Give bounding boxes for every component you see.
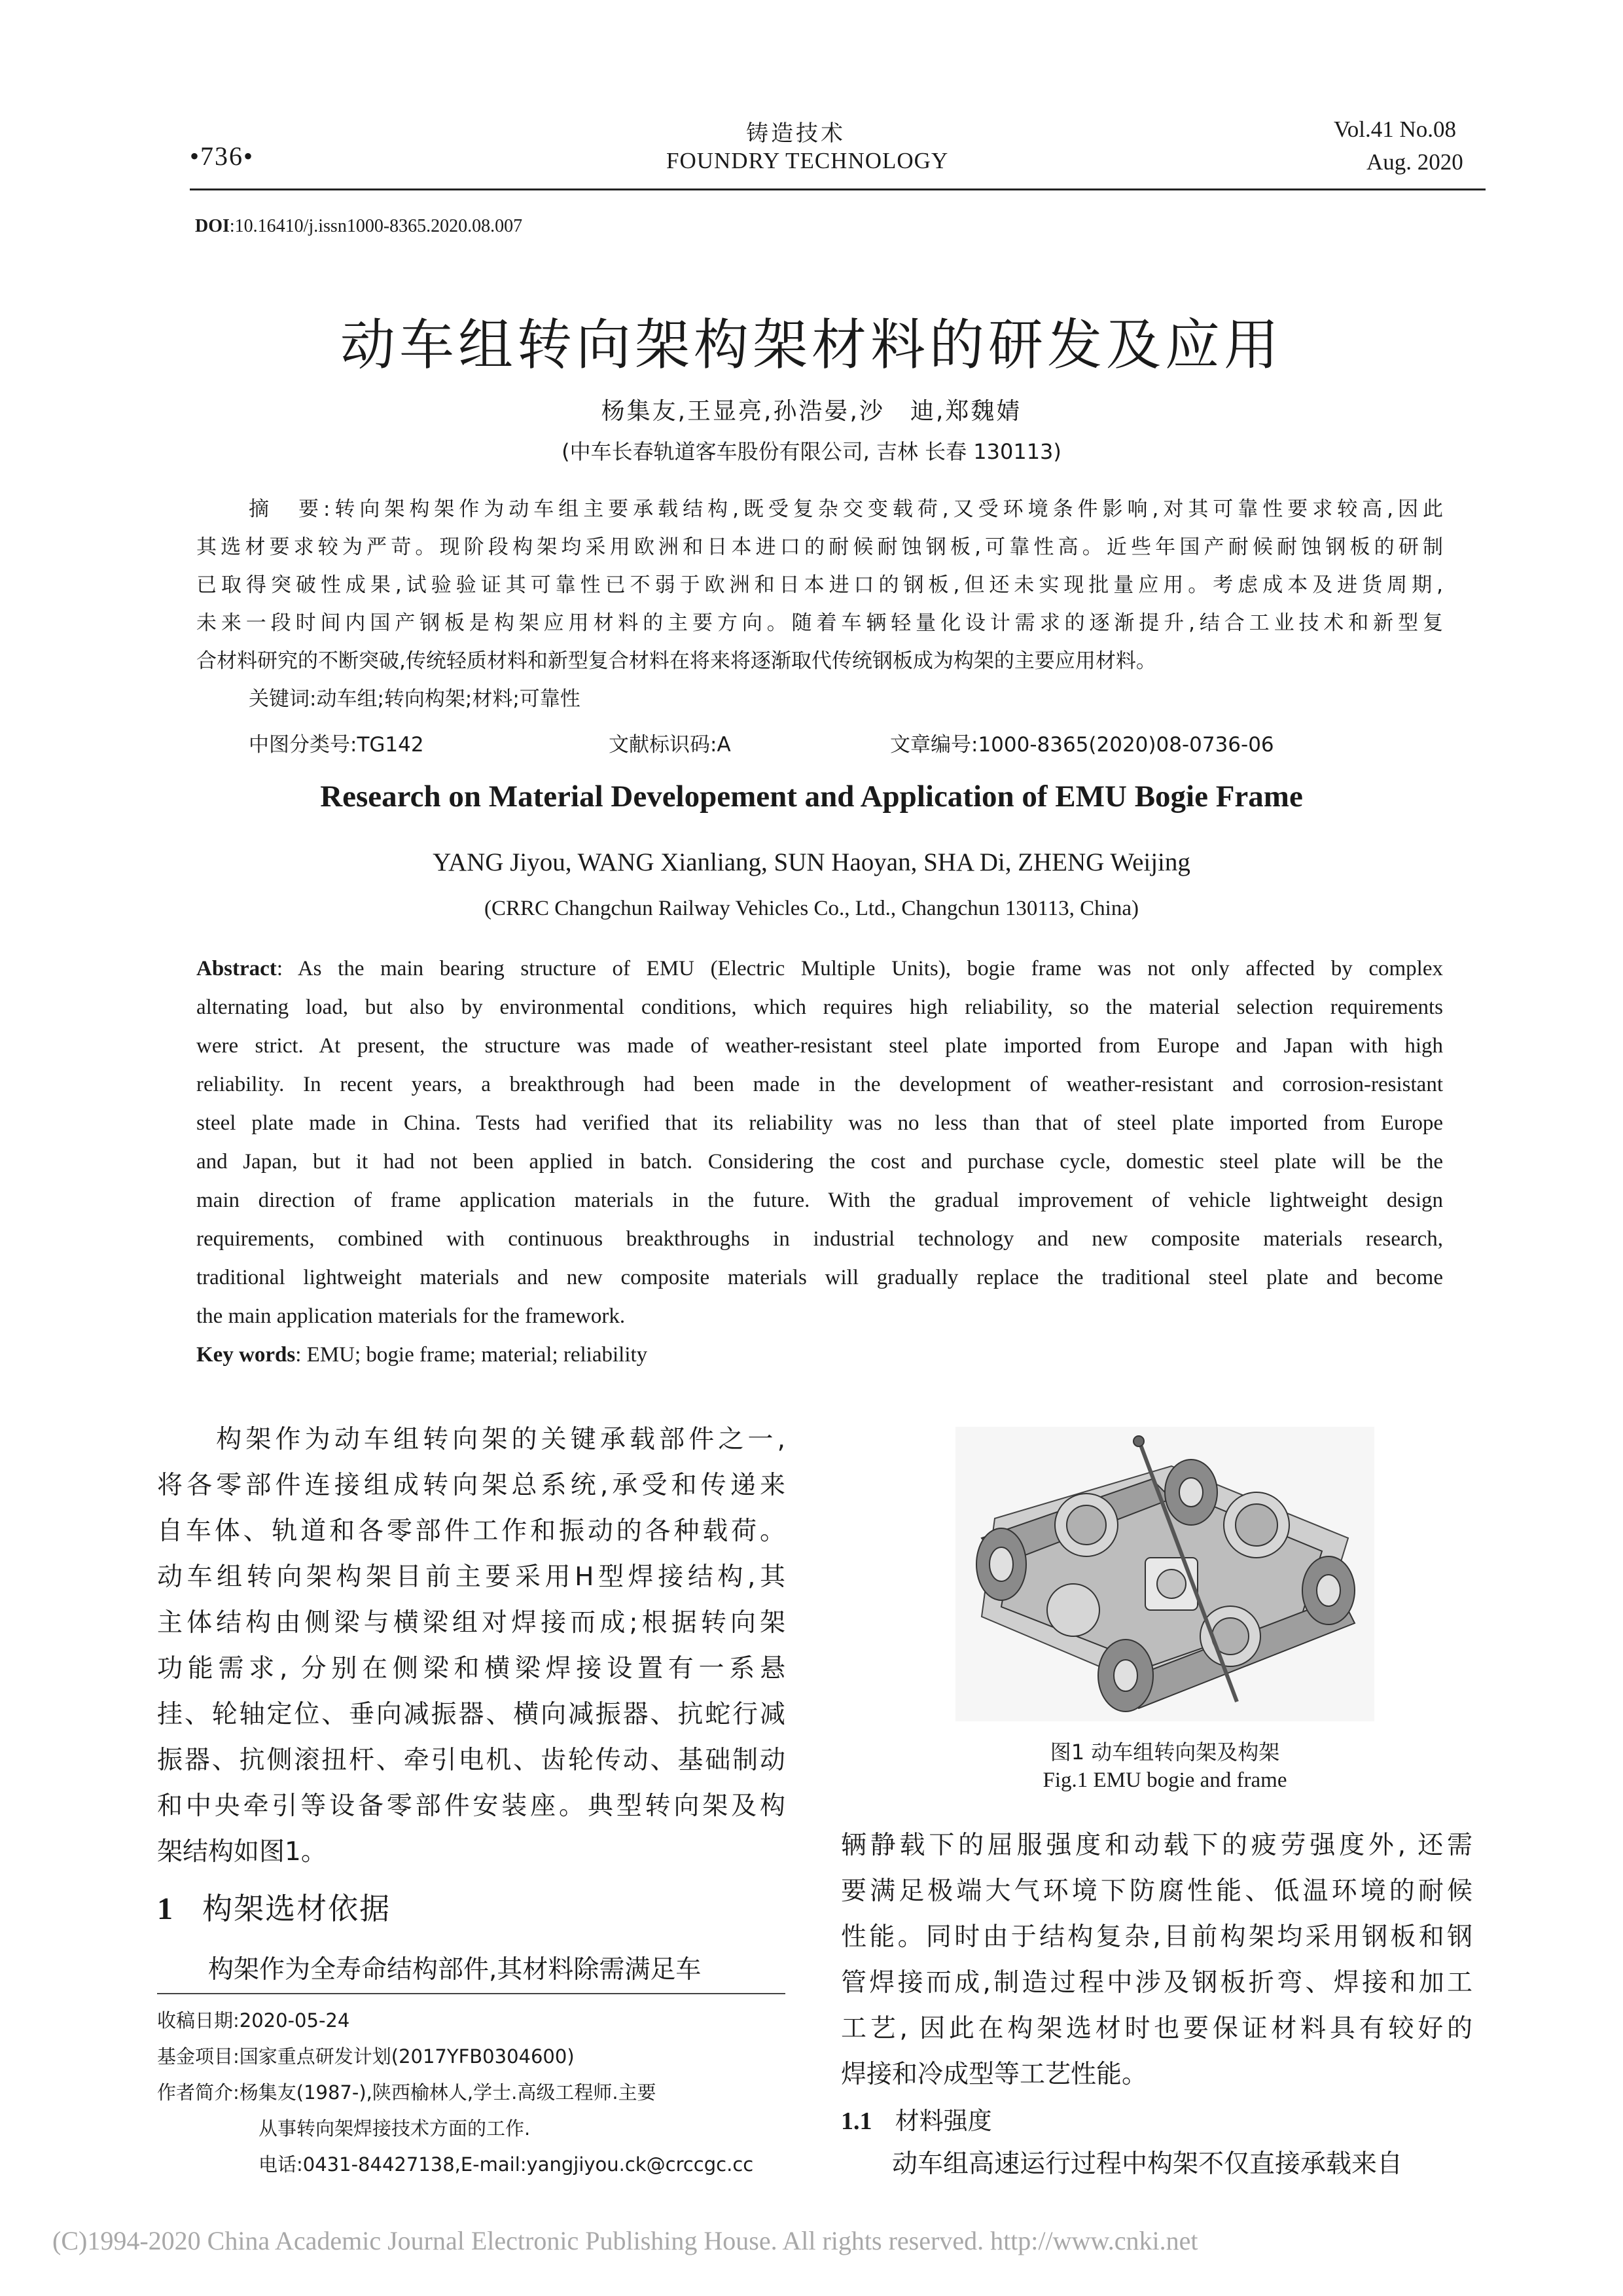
title-en: Research on Material Developement and Application of EMU Bogie Frame [320,780,1303,814]
body-line: 振器、抗侧滚扭杆、牵引电机、齿轮传动、基础制动 [157,1746,785,1775]
copyright-footer: (C)1994-2020 China Academic Journal Electronic Publishing House. All rights reserved. http://www.cnki.net [52,2226,1198,2255]
figure-caption-en: Fig.1 EMU bogie and frame [1043,1768,1287,1792]
document-code: 文献标识码:A [609,733,731,757]
footnote-author-intro: 作者简介:杨集友(1987-),陕西榆林人,学士.高级工程师.主要 [157,2081,656,2104]
volume-issue: Vol.41 No.08 [1334,117,1457,142]
issue-date: Aug. 2020 [1366,149,1463,175]
abstract-cn-line: 其选材要求较为严苛。现阶段构架均采用欧洲和日本进口的耐候耐蚀钢板,可靠性高。近些年国产耐候耐蚀钢板的研制 [196,535,1443,559]
abstract-cn-line: 未来一段时间内国产钢板是构架应用材料的主要方向。随着车辆轻量化设计需求的逐渐提升,结合工业技术和新型复 [196,611,1443,635]
header-rule [190,188,1486,190]
footnote-fund: 基金项目:国家重点研发计划(2017YFB0304600) [157,2045,575,2068]
doi-value: :10.16410/j.issn1000-8365.2020.08.007 [229,216,523,236]
body-line: 管焊接而成,制造过程中涉及钢板折弯、焊接和加工 [841,1968,1472,1998]
figure-bogie-frame [955,1427,1374,1721]
authors-en: YANG Jiyou, WANG Xianliang, SUN Haoyan, SHA Di, ZHENG Weijing [433,848,1190,876]
abstract-en-line: reliability. In recent years, a breakthrough had been made in the development of weather-resistant and corrosion-resistant [196,1073,1443,1096]
journal-name-en: FOUNDRY TECHNOLOGY [666,148,949,173]
abstract-en-line: requirements, combined with continuous breakthroughs in industrial technology and new composite materials research, [196,1227,1443,1251]
figure-caption-cn: 图1 动车组转向架及构架 [1050,1740,1280,1765]
section-heading [157,1885,391,1928]
abstract-en-line: steel plate made in China. Tests had verified that its reliability was no less than that of steel plate imported from Europe [196,1111,1443,1135]
doi-line [195,216,522,237]
bogie-frame-illustration [955,1427,1374,1721]
body-line: 架结构如图1。 [157,1837,327,1867]
keywords-en-label: Key words [196,1343,296,1367]
body-line: 自车体、轨道和各零部件工作和振动的各种载荷。 [157,1516,785,1546]
affiliation-en: (CRRC Changchun Railway Vehicles Co., Ltd., Changchun 130113, China) [484,897,1139,920]
journal-name-cn: 铸造技术 [746,120,846,147]
body-line: 构架作为全寿命结构部件,其材料除需满足车 [157,1955,702,1984]
body-line: 焊接和冷成型等工艺性能。 [841,2060,1148,2089]
body-line: 主体结构由侧梁与横梁组对焊接而成;根据转向架 [157,1608,785,1638]
body-line: 将各零部件连接组成转向架总系统,承受和传递来 [157,1471,785,1500]
abstract-cn-line: 合材料研究的不断突破,传统轻质材料和新型复合材料在将来将逐渐取代传统钢板成为构架的主要应用材料。 [196,649,1156,673]
abstract-en-text: : As the main bearing structure of EMU (Electric Multiple Units), bogie frame was not only affected by complex [276,957,1443,980]
body-line: 挂、轮轴定位、垂向减振器、横向减振器、抗蛇行减 [157,1700,785,1729]
section-title: 构架选材依据 [202,1891,391,1926]
abstract-en-line: the main application materials for the framework. [196,1304,626,1328]
title-cn: 动车组转向架构架材料的研发及应用 [340,313,1283,377]
subsection-number: 1.1 [841,2108,872,2135]
body-line: 构架作为动车组转向架的关键承载部件之一, [157,1425,785,1454]
section-number: 1 [157,1892,173,1926]
abstract-en-line: and Japan, but it had not been applied in batch. Considering the cost and purchase cycle, domestic steel plate will be the [196,1150,1443,1174]
abstract-cn-line: 摘 要:转向架构架作为动车组主要承载结构,既受复杂交变载荷,又受环境条件影响,对其可靠性要求较高,因此 [249,497,1443,521]
authors-cn: 杨集友,王显亮,孙浩晏,沙 迪,郑魏婧 [601,398,1022,425]
footnote-rule [157,1993,785,1994]
abstract-en-line [196,957,1443,981]
footnote-author-intro-cont: 从事转向架焊接技术方面的工作. [259,2117,531,2140]
body-line: 性能。同时由于结构复杂,目前构架均采用钢板和钢 [841,1922,1472,1952]
footnote-contact: 电话:0431-84427138,E-mail:yangjiyou.ck@crccgc.cc [259,2153,754,2176]
abstract-en-line: alternating load, but also by environmental conditions, which requires high reliability, so the material selection requirements [196,996,1443,1019]
footnote-received: 收稿日期:2020-05-24 [157,2009,350,2032]
body-line: 功能需求, 分别在侧梁和横梁焊接设置有一系悬 [157,1654,785,1683]
body-line: 辆静载下的屈服强度和动载下的疲劳强度外, 还需 [841,1831,1472,1860]
abstract-en-line: traditional lightweight materials and new composite materials will gradually replace the traditional steel plate and become [196,1266,1443,1289]
body-line: 动车组高速运行过程中构架不仅直接承载来自 [841,2149,1403,2179]
abstract-en-line: were strict. At present, the structure was made of weather-resistant steel plate imported from Europe and Japan with high [196,1034,1443,1058]
abstract-en-line: main direction of frame application materials in the future. With the gradual improvement of vehicle lightweight design [196,1189,1443,1212]
keywords-en [196,1343,647,1367]
clc-number: 中图分类号:TG142 [249,733,424,757]
subsection-heading [841,2101,992,2136]
body-line: 工艺, 因此在构架选材时也要保证材料具有较好的 [841,2014,1472,2043]
affiliation-cn: (中车长春轨道客车股份有限公司, 吉林 长春 130113) [562,439,1061,464]
page-number: •736• [190,141,255,171]
body-line: 要满足极端大气环境下防腐性能、低温环境的耐候 [841,1876,1472,1906]
abstract-en-label: Abstract [196,957,277,980]
keywords-en-value: : EMU; bogie frame; material; reliability [295,1343,648,1367]
doi-label: DOI [195,216,230,236]
body-line: 动车组转向架构架目前主要采用H型焊接结构,其 [157,1562,785,1592]
abstract-cn-line: 已取得突破性成果,试验验证其可靠性已不弱于欧洲和日本进口的钢板,但还未实现批量应用。考虑成本及进货周期, [196,573,1443,597]
subsection-title: 材料强度 [895,2107,992,2135]
keywords-cn: 关键词:动车组;转向构架;材料;可靠性 [249,687,580,711]
article-number: 文章编号:1000-8365(2020)08-0736-06 [890,733,1274,757]
body-line: 和中央牵引等设备零部件安装座。典型转向架及构 [157,1791,785,1821]
